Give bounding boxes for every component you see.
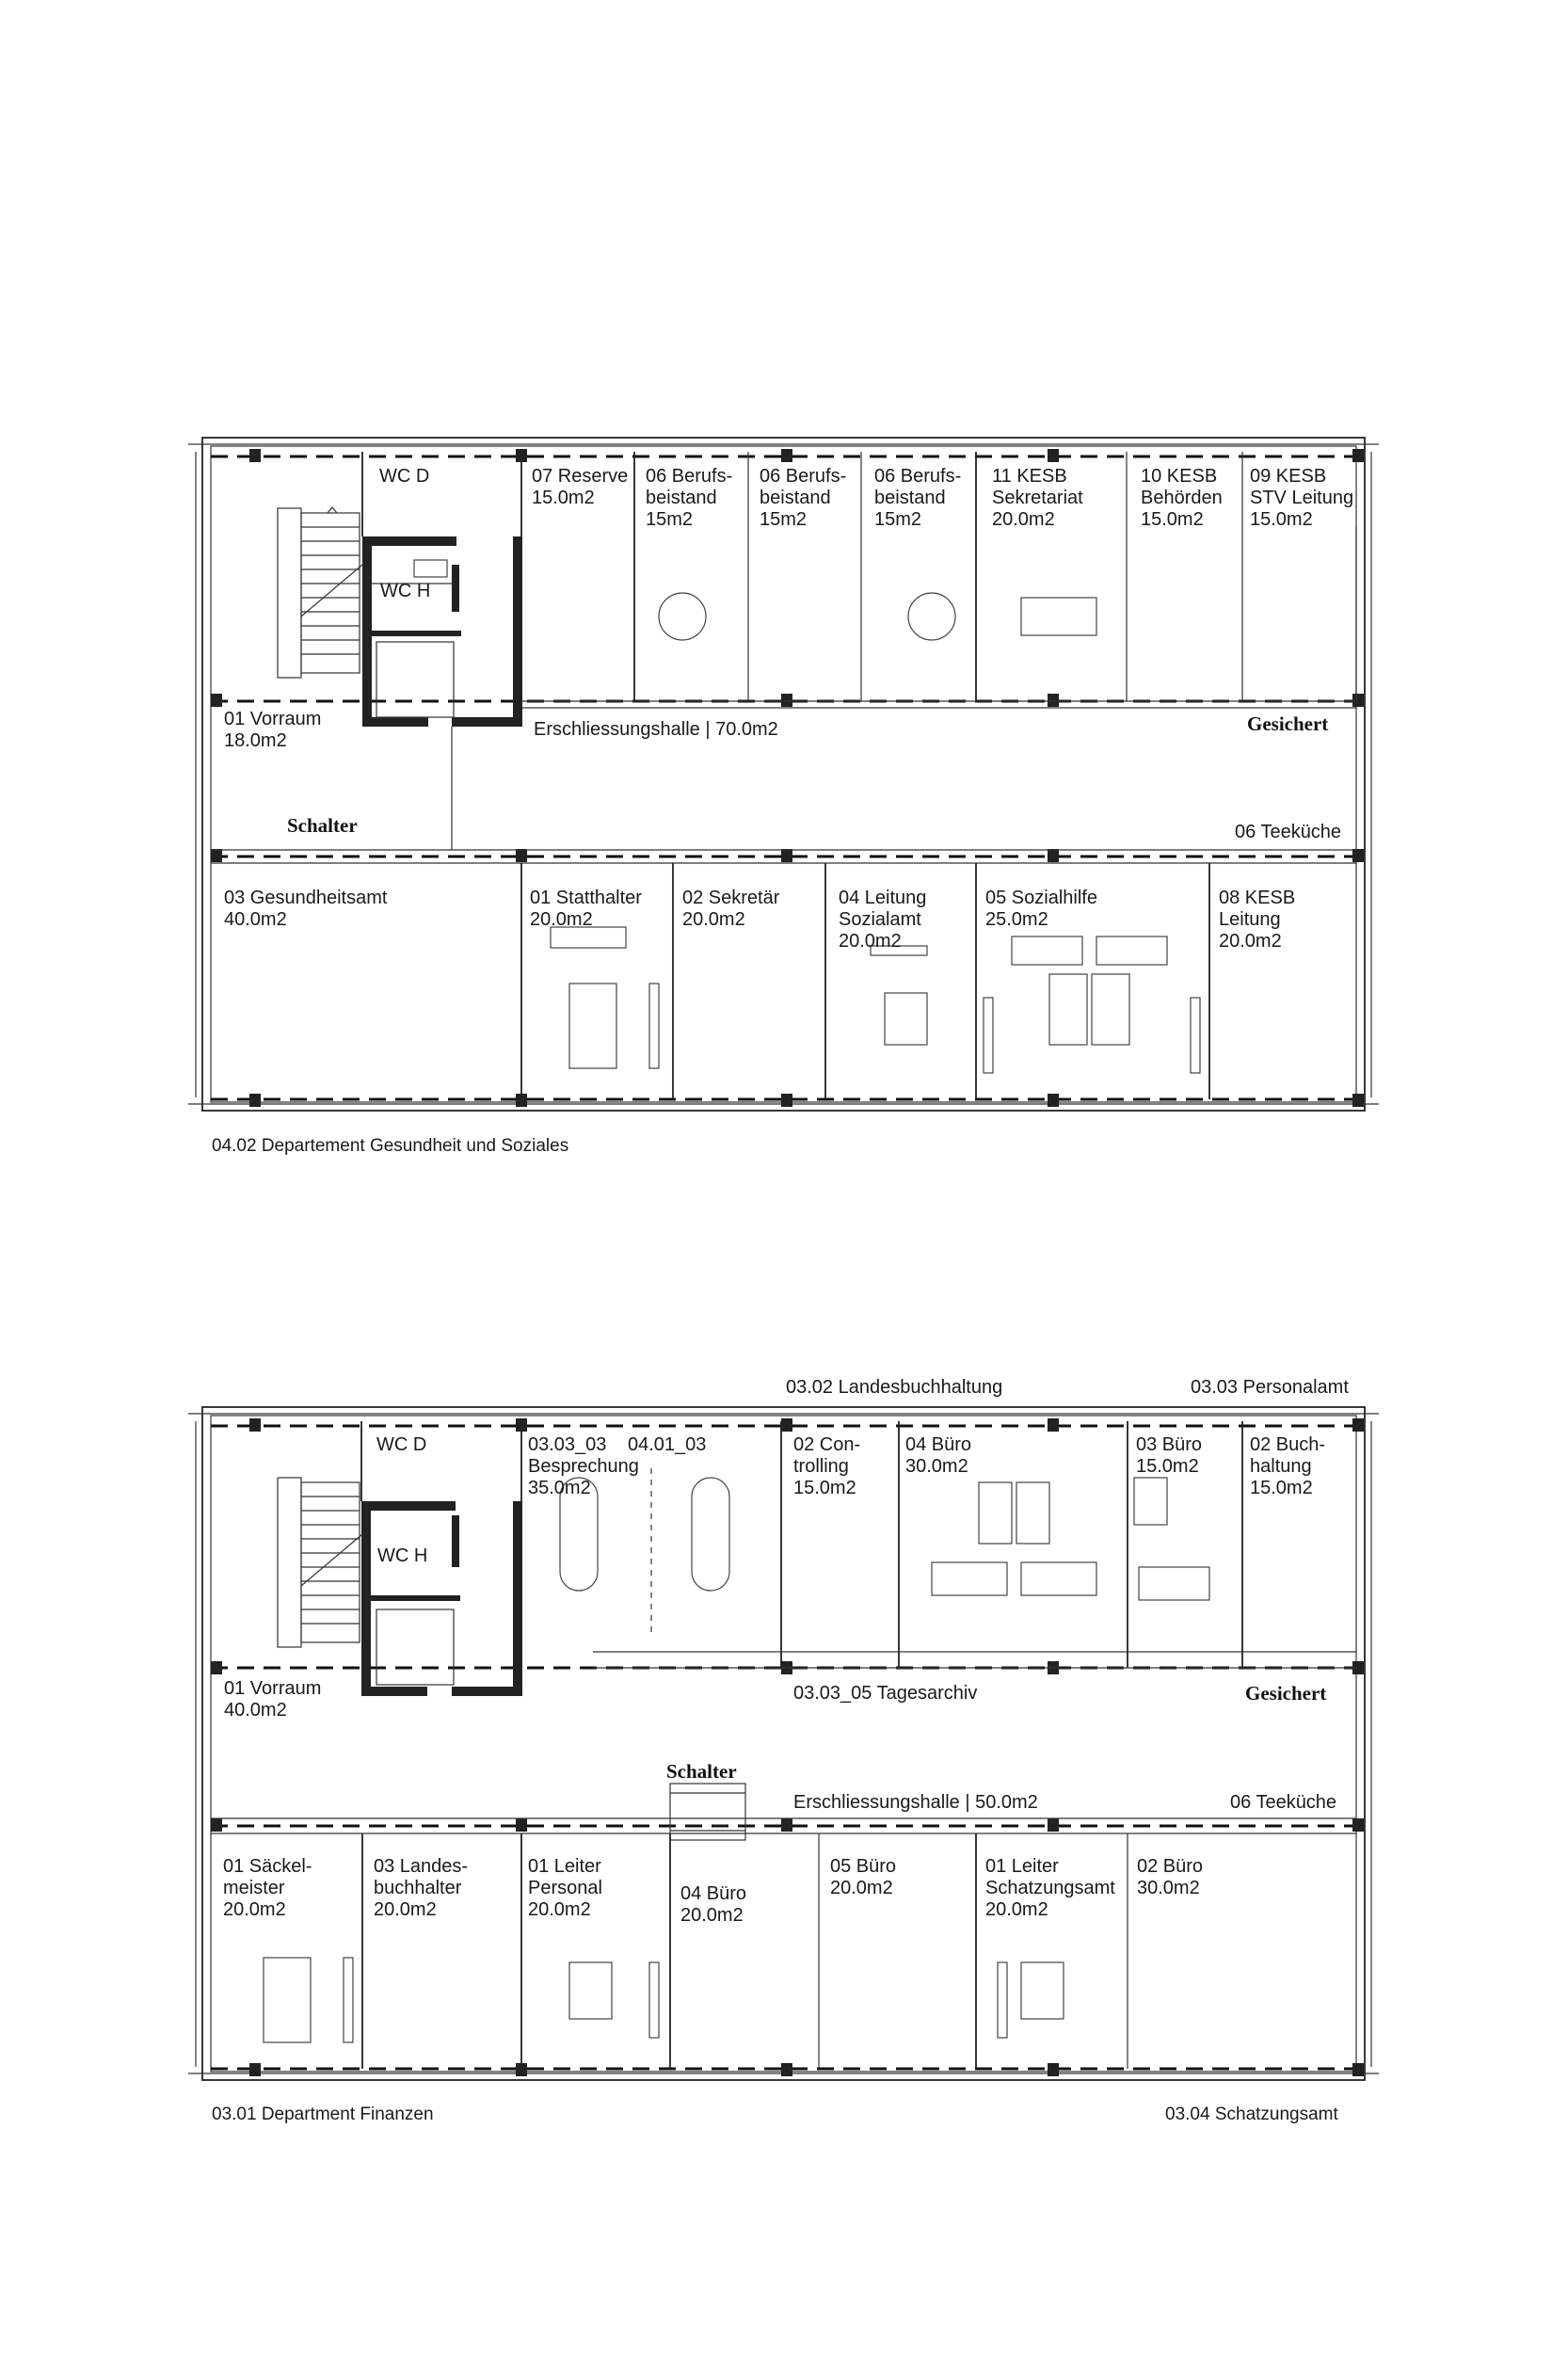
label-buero-04: 04 Büro 30.0m2 <box>905 1434 972 1477</box>
staircase-bottom <box>278 1478 362 1647</box>
caption-top: 04.02 Departement Gesundheit und Soziales <box>212 1136 569 1156</box>
staircase-top <box>278 507 362 678</box>
label-kesb-leitung: 08 KESB Leitung 20.0m2 <box>1219 888 1296 952</box>
label-teekueche-top: 06 Teeküche <box>1235 822 1342 842</box>
header-personalamt: 03.03 Personalamt <box>1191 1377 1349 1398</box>
label-schalter-bottom: Schalter <box>666 1760 737 1783</box>
label-tagesarchiv: 03.03_05 Tagesarchiv <box>793 1683 978 1704</box>
label-kesb-sekretariat: 11 KESB Sekretariat 20.0m2 <box>992 466 1083 530</box>
caption-schatzungsamt: 03.04 Schatzungsamt <box>1165 2105 1338 2124</box>
plan-top <box>188 438 1379 1156</box>
label-berufsbeistand-3: 06 Berufs-beistand 15m2 <box>874 466 962 530</box>
label-saeckelmeister: 01 Säckel-meister 20.0m2 <box>223 1856 312 1920</box>
label-berufsbeistand-2: 06 Berufs-beistand 15m2 <box>760 466 847 530</box>
label-leiter-schatzungsamt: 01 Leiter Schatzungsamt 20.0m2 <box>985 1856 1115 1920</box>
label-vorraum-top: 01 Vorraum 18.0m2 <box>224 709 322 751</box>
label-landesbuchhalter: 03 Landes-buchhalter 20.0m2 <box>374 1856 469 1920</box>
label-leiter-personal: 01 Leiter Personal 20.0m2 <box>528 1856 602 1920</box>
label-kesb-stv-leitung: 09 KESB STV Leitung 15.0m2 <box>1250 466 1354 530</box>
caption-finanzen: 03.01 Department Finanzen <box>212 2105 434 2124</box>
label-buero-03: 03 Büro 15.0m2 <box>1136 1434 1203 1477</box>
label-reserve: 07 Reserve 15.0m2 <box>532 466 629 508</box>
label-wc-h-bottom: WC H <box>377 1545 428 1566</box>
label-schalter-top: Schalter <box>287 814 358 837</box>
label-wc-h: WC H <box>380 581 431 601</box>
label-buero-05: 05 Büro 20.0m2 <box>830 1856 897 1898</box>
label-controlling: 02 Con-trolling 15.0m2 <box>793 1434 861 1498</box>
columns-bottom <box>211 1418 1364 2076</box>
header-landesbuchhaltung: 03.02 Landesbuchhaltung <box>786 1377 1003 1398</box>
schalter-counter <box>670 1784 745 1840</box>
furniture-top <box>414 560 1200 1073</box>
label-buero-04b: 04 Büro 20.0m2 <box>680 1883 747 1926</box>
label-wc-d-bottom: WC D <box>376 1434 427 1455</box>
label-berufsbeistand-1: 06 Berufs-beistand 15m2 <box>646 466 733 530</box>
label-leitung-sozialamt: 04 Leitung Sozialamt 20.0m2 <box>839 888 927 952</box>
label-gesundheitsamt: 03 Gesundheitsamt 40.0m2 <box>224 888 388 930</box>
label-erschliessungshalle-bottom: Erschliessungshalle | 50.0m2 <box>793 1792 1038 1813</box>
label-gesichert-top: Gesichert <box>1247 712 1329 735</box>
label-sozialhilfe: 05 Sozialhilfe 25.0m2 <box>985 888 1097 930</box>
label-statthalter: 01 Statthalter 20.0m2 <box>530 888 642 930</box>
label-teekueche-bottom: 06 Teeküche <box>1230 1792 1337 1813</box>
label-wc-d: WC D <box>379 466 430 487</box>
label-vorraum-bottom: 01 Vorraum 40.0m2 <box>224 1678 322 1721</box>
label-buchhaltung: 02 Buch-haltung 15.0m2 <box>1250 1434 1326 1498</box>
label-besprechung: 03.03_03 Besprechung 35.0m2 <box>528 1434 639 1498</box>
plan-bottom <box>188 1377 1379 2124</box>
label-erschliessungshalle-top: Erschliessungshalle | 70.0m2 <box>534 719 778 740</box>
label-gesichert-bottom: Gesichert <box>1245 1682 1327 1705</box>
label-buero-02: 02 Büro 30.0m2 <box>1137 1856 1204 1898</box>
label-code-0401: 04.01_03 <box>628 1434 707 1455</box>
label-kesb-behoerden: 10 KESB Behörden 15.0m2 <box>1141 466 1223 530</box>
label-sekretaer: 02 Sekretär 20.0m2 <box>682 888 780 930</box>
